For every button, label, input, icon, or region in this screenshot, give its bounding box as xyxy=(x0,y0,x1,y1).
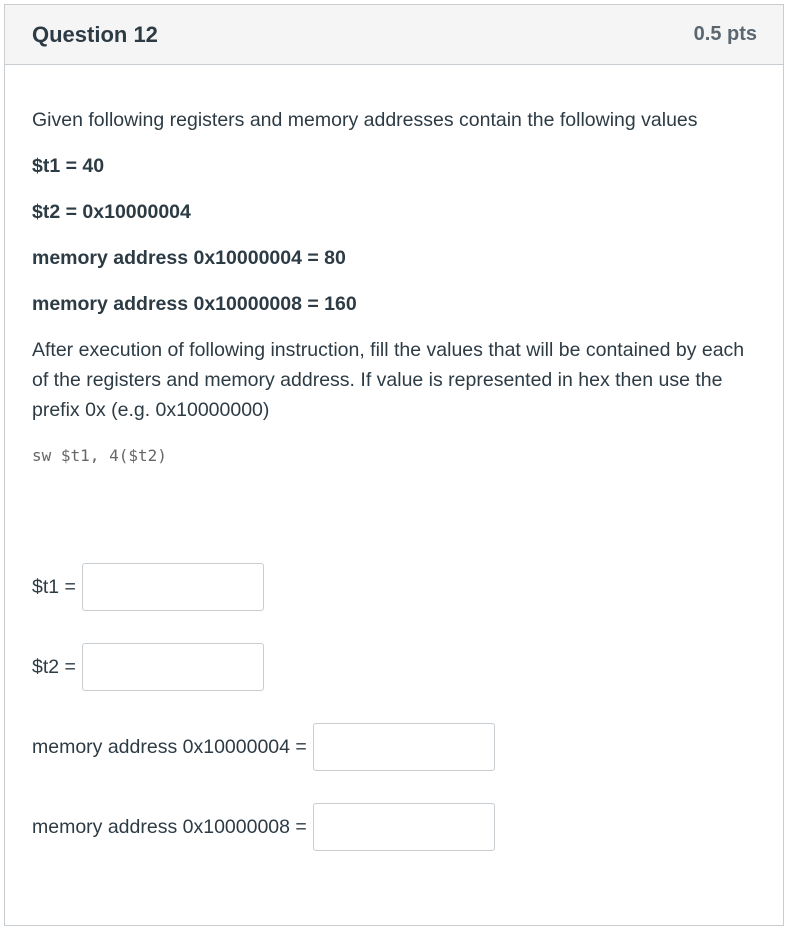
answer-input-mem-10000004[interactable] xyxy=(313,723,495,771)
given-mem-10000008: memory address 0x10000008 = 160 xyxy=(32,293,357,315)
answer-label-mem-10000004: memory address 0x10000004 = xyxy=(32,735,307,758)
answer-row-t2 xyxy=(32,643,264,691)
given-t2: $t2 = 0x10000004 xyxy=(32,201,191,223)
answer-row-mem-10000008 xyxy=(32,803,495,851)
given-t1: $t1 = 40 xyxy=(32,155,105,177)
question-title: Question 12 xyxy=(32,21,158,47)
answer-input-mem-10000008[interactable] xyxy=(313,803,495,851)
question-intro: Given following registers and memory addresses contain the following values xyxy=(32,109,698,131)
answer-input-t2[interactable] xyxy=(82,643,264,691)
answer-label-mem-10000008: memory address 0x10000008 = xyxy=(32,815,307,838)
answer-row-t1 xyxy=(32,563,264,611)
instruction-code: sw $t1, 4($t2) xyxy=(32,446,167,465)
answer-label-t1: $t1 = xyxy=(32,575,76,598)
answer-row-mem-10000004 xyxy=(32,723,495,771)
question-header xyxy=(5,5,783,65)
question-instructions: After execution of following instruction, fill the values that will be contained by each of the registers and memory address. If value is represented in hex then use the prefix 0x (e.g. 0x10000000) xyxy=(32,339,745,421)
question-card xyxy=(4,4,784,926)
answer-input-t1[interactable] xyxy=(82,563,264,611)
given-mem-10000004: memory address 0x10000004 = 80 xyxy=(32,247,346,269)
question-body xyxy=(5,65,783,471)
answer-label-t2: $t2 = xyxy=(32,655,76,678)
question-points: 0.5 pts xyxy=(693,23,757,45)
